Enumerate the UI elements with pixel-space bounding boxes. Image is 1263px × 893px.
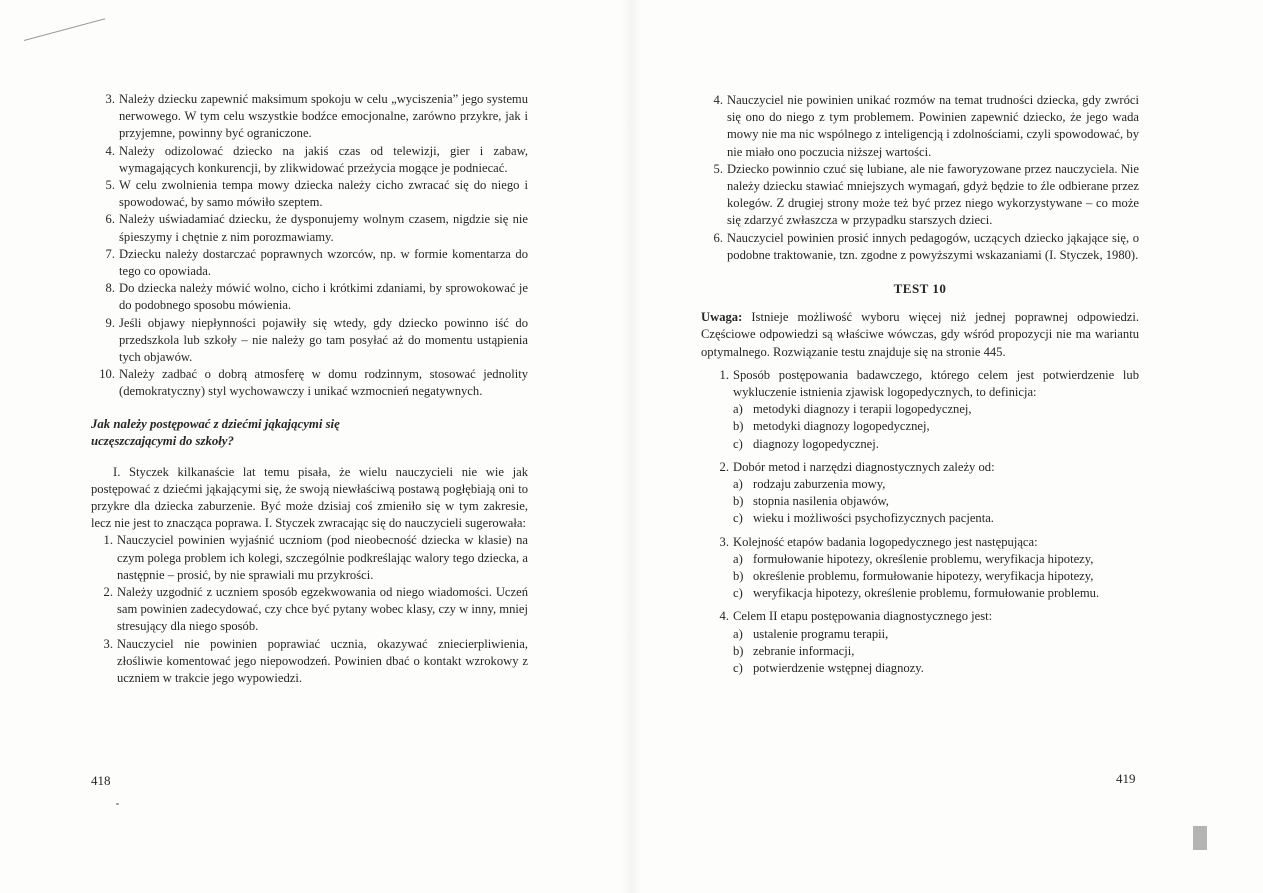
answer-option-text: potwierdzenie wstępnej diagnozy. — [753, 661, 924, 676]
question-number: 1. — [719, 367, 729, 382]
answer-option — [733, 476, 1139, 493]
list-item — [91, 532, 528, 584]
answer-option-letter: a) — [733, 626, 743, 641]
answer-option-text: weryfikacja hipotezy, określenie problemu, formułowanie problemu. — [753, 586, 1100, 601]
page-number-left: 418 — [91, 773, 111, 788]
answer-option-letter: b) — [733, 569, 744, 584]
answer-option — [733, 626, 1139, 643]
answer-option-text: rodzaju zaburzenia mowy, — [753, 477, 886, 492]
answer-option — [733, 510, 1139, 527]
answer-option-text: metodyki diagnozy i terapii logopedycznej, — [753, 402, 972, 417]
answer-option-text: diagnozy logopedycznej. — [753, 436, 879, 451]
answer-option-letter: b) — [733, 419, 744, 434]
answer-option-letter: b) — [733, 494, 744, 509]
question-number: 4. — [719, 609, 729, 624]
list-item-text: Nauczyciel nie powinien unikać rozmów na temat trudności dziecka, gdy zwróci się ono do niego z tym problemem. Powinien zapewnić dziecko, że jego wada mowy nie ma nic wspólnego z inteligencją i zdolnościami, czyli spowodować, by nie miało ono poczucia niższej wartości. — [727, 93, 1139, 159]
list-item-text: Należy odizolować dziecko na jakiś czas od telewizji, gier i zabaw, wymagających konkurencji, by zlikwidować przeżycia mogące je podniecać. — [119, 143, 528, 175]
list-item-number: 9. — [105, 315, 115, 330]
answer-option-text: ustalenie programu terapii, — [753, 626, 889, 641]
test-question — [701, 608, 1139, 677]
list-item-number: 1. — [103, 533, 113, 548]
list-item — [91, 91, 528, 143]
list-item-text: Należy uświadamiać dziecku, że dysponujemy wolnym czasem, nigdzie się nie śpieszymy i chętnie z nim porozmawiamy. — [119, 212, 528, 244]
page-number-right: 419 — [1116, 771, 1136, 786]
list-item-number: 5. — [713, 161, 723, 176]
list-item-number: 7. — [105, 246, 115, 261]
list-item-number: 6. — [105, 212, 115, 227]
answer-option-letter: c) — [733, 586, 743, 601]
list-item — [91, 636, 528, 688]
page-edge-shadow — [1193, 826, 1207, 850]
answer-option-text: zebranie informacji, — [753, 643, 855, 658]
answer-option-text: wieku i możliwości psychofizycznych pacjenta. — [753, 511, 994, 526]
answer-option-text: formułowanie hipotezy, określenie problemu, weryfikacja hipotezy, — [753, 551, 1094, 566]
question-number: 2. — [719, 459, 729, 474]
list-item — [91, 315, 528, 367]
list-item — [701, 230, 1139, 264]
list-item — [91, 246, 528, 280]
test-question — [701, 459, 1139, 528]
answer-option-letter: a) — [733, 551, 743, 566]
list-item-number: 5. — [105, 178, 115, 193]
question-text: Sposób postępowania badawczego, którego celem jest potwierdzenie lub wykluczenie istnienia zjawisk logopedycznych, to definicja: — [733, 367, 1139, 400]
question-text: Dobór metod i narzędzi diagnostycznych zależy od: — [733, 459, 995, 474]
test-note — [701, 309, 1139, 361]
right-page — [631, 0, 1263, 893]
question-text: Kolejność etapów badania logopedycznego jest następująca: — [733, 534, 1038, 549]
answer-option — [733, 418, 1139, 435]
question-number: 3. — [719, 534, 729, 549]
test-question — [701, 367, 1139, 453]
intro-paragraph: I. Styczek kilkanaście lat temu pisała, że wielu nauczycieli nie wie jak postępować z dziećmi jąkającymi się, że swoją niewłaściwą postawą pogłębiają oni to przykre dla dziecka zaburzenie. Być może dzisiaj coś zmieniło się w tym zakresie, lecz nie jest to znacząca poprawa. I. Styczek zwracając się do nauczycieli sugerowała: — [91, 464, 528, 531]
answer-option-letter: c) — [733, 436, 743, 451]
answer-option-text: metodyki diagnozy logopedycznej, — [753, 419, 930, 434]
list-item-text: Nauczyciel nie powinien poprawiać ucznia, okazywać zniecierpliwienia, złośliwie komentować jego niepowodzeń. Powinien dbać o kontakt wzrokowy z uczniem w trakcie jego wypowiedzi. — [117, 636, 528, 686]
list-item-number: 3. — [105, 92, 115, 106]
list-item — [91, 211, 528, 245]
answer-option-letter: a) — [733, 402, 743, 417]
guidelines-list-teachers-continued — [701, 92, 1139, 264]
list-item-text: Należy uzgodnić z uczniem sposób egzekwowania od niego wiadomości. Uczeń sam powinien zadecydować, czy chce być pytany wobec klasy, czy w inny, mniej stresujący dla niego sposób. — [117, 585, 528, 634]
note-label: Uwaga: — [701, 310, 743, 325]
list-item-number: 4. — [105, 143, 115, 158]
section-heading-line: uczęszczającymi do szkoły? — [91, 433, 234, 448]
list-item-number: 10. — [99, 367, 115, 382]
answer-option — [733, 436, 1139, 453]
test-questions — [701, 367, 1139, 677]
left-page-content — [91, 91, 528, 687]
test-question — [701, 534, 1139, 603]
answer-option — [733, 493, 1139, 510]
list-item-text: Nauczyciel powinien wyjaśnić uczniom (pod nieobecność dziecka w klasie) na czym polega problem ich kolegi, szczególnie podkreślając walory tego dziecka, a następnie – prosić, by nie sprawiali mu przykrości. — [117, 533, 528, 582]
list-item-number: 2. — [103, 585, 113, 600]
list-item — [91, 280, 528, 314]
section-heading — [91, 416, 528, 450]
list-item-text: Dziecko powinnio czuć się lubiane, ale nie faworyzowane przez nauczyciela. Nie należy dziecku stawiać mniejszych wymagań, gdyż będzie to źle odbierane przez kolegów. Z drugiej strony może też być przez niego wykorzystywane – co może się zdarzyć zwłaszcza w przypadku starszych dzieci. — [727, 161, 1139, 228]
left-page — [0, 0, 631, 893]
list-item — [701, 92, 1139, 161]
pencil-mark — [24, 18, 105, 41]
answer-option — [733, 585, 1139, 602]
list-item — [91, 143, 528, 177]
list-item-text: Jeśli objawy niepłynności pojawiły się wtedy, gdy dziecko powinno iść do przedszkola lub szkoły – nie należy go tam posyłać aż do momentu ustąpienia tych objawów. — [119, 315, 528, 365]
list-item-text: Należy dziecku zapewnić maksimum spokoju w celu „wyciszenia” jego systemu nerwowego. W tym celu wszystkie bodźce emocjonalne, zarówno przykre, jak i przyjemne, powinny być ograniczone. — [119, 92, 528, 141]
answer-option-letter: c) — [733, 511, 743, 526]
answer-option-letter: b) — [733, 643, 744, 658]
answer-option — [733, 660, 1139, 677]
list-item-number: 3. — [103, 636, 113, 651]
answer-option-letter: c) — [733, 661, 743, 676]
test-heading: TEST 10 — [893, 281, 947, 297]
answer-option-letter: a) — [733, 477, 743, 492]
guidelines-list-preschool — [91, 91, 528, 401]
section-heading-line: Jak należy postępować z dziećmi jąkającymi się — [91, 416, 340, 431]
list-item — [91, 584, 528, 636]
answer-option-text: stopnia nasilenia objawów, — [753, 494, 889, 509]
list-item-text: W celu zwolnienia tempa mowy dziecka należy cicho zwracać się do niego i spowodować, by samo mówiło szeptem. — [119, 178, 528, 210]
list-item-text: Nauczyciel powinien prosić innych pedagogów, uczących dziecko jąkające się, o podobne traktowanie, tzn. zgodne z powyższymi wskazaniami (I. Styczek, 1980). — [727, 230, 1139, 262]
answer-option — [733, 568, 1139, 585]
list-item-number: 6. — [713, 230, 723, 245]
guidelines-list-teachers — [91, 532, 528, 687]
list-item-number: 4. — [713, 93, 723, 107]
answer-option — [733, 401, 1139, 418]
list-item — [91, 177, 528, 211]
note-text: Istnieje możliwość wyboru więcej niż jednej poprawnej odpowiedzi. Częściowe odpowiedzi są właściwe wówczas, gdy wśród propozycji nie ma wariantu optymalnego. Rozwiązanie testu znajduje się na stronie 445. — [701, 310, 1139, 359]
list-item — [91, 366, 528, 400]
list-item-text: Należy zadbać o dobrą atmosferę w domu rodzinnym, stosować jednolity (demokratyczny) styl wychowawczy i unikać wzmocnień negatywnych. — [119, 367, 528, 399]
list-item-text: Dziecku należy dostarczać poprawnych wzorców, np. w formie komentarza do tego co opowiada. — [119, 246, 528, 279]
ink-speck — [116, 803, 119, 805]
right-page-content — [701, 92, 1139, 677]
list-item — [701, 161, 1139, 230]
answer-option — [733, 643, 1139, 660]
list-item-number: 8. — [105, 281, 115, 296]
list-item-text: Do dziecka należy mówić wolno, cicho i krótkimi zdaniami, by sprowokować je do podobnego sposobu mówienia. — [119, 281, 528, 313]
answer-option — [733, 551, 1139, 568]
answer-option-text: określenie problemu, formułowanie hipotezy, weryfikacja hipotezy, — [753, 569, 1094, 584]
question-text: Celem II etapu postępowania diagnostycznego jest: — [733, 609, 993, 624]
